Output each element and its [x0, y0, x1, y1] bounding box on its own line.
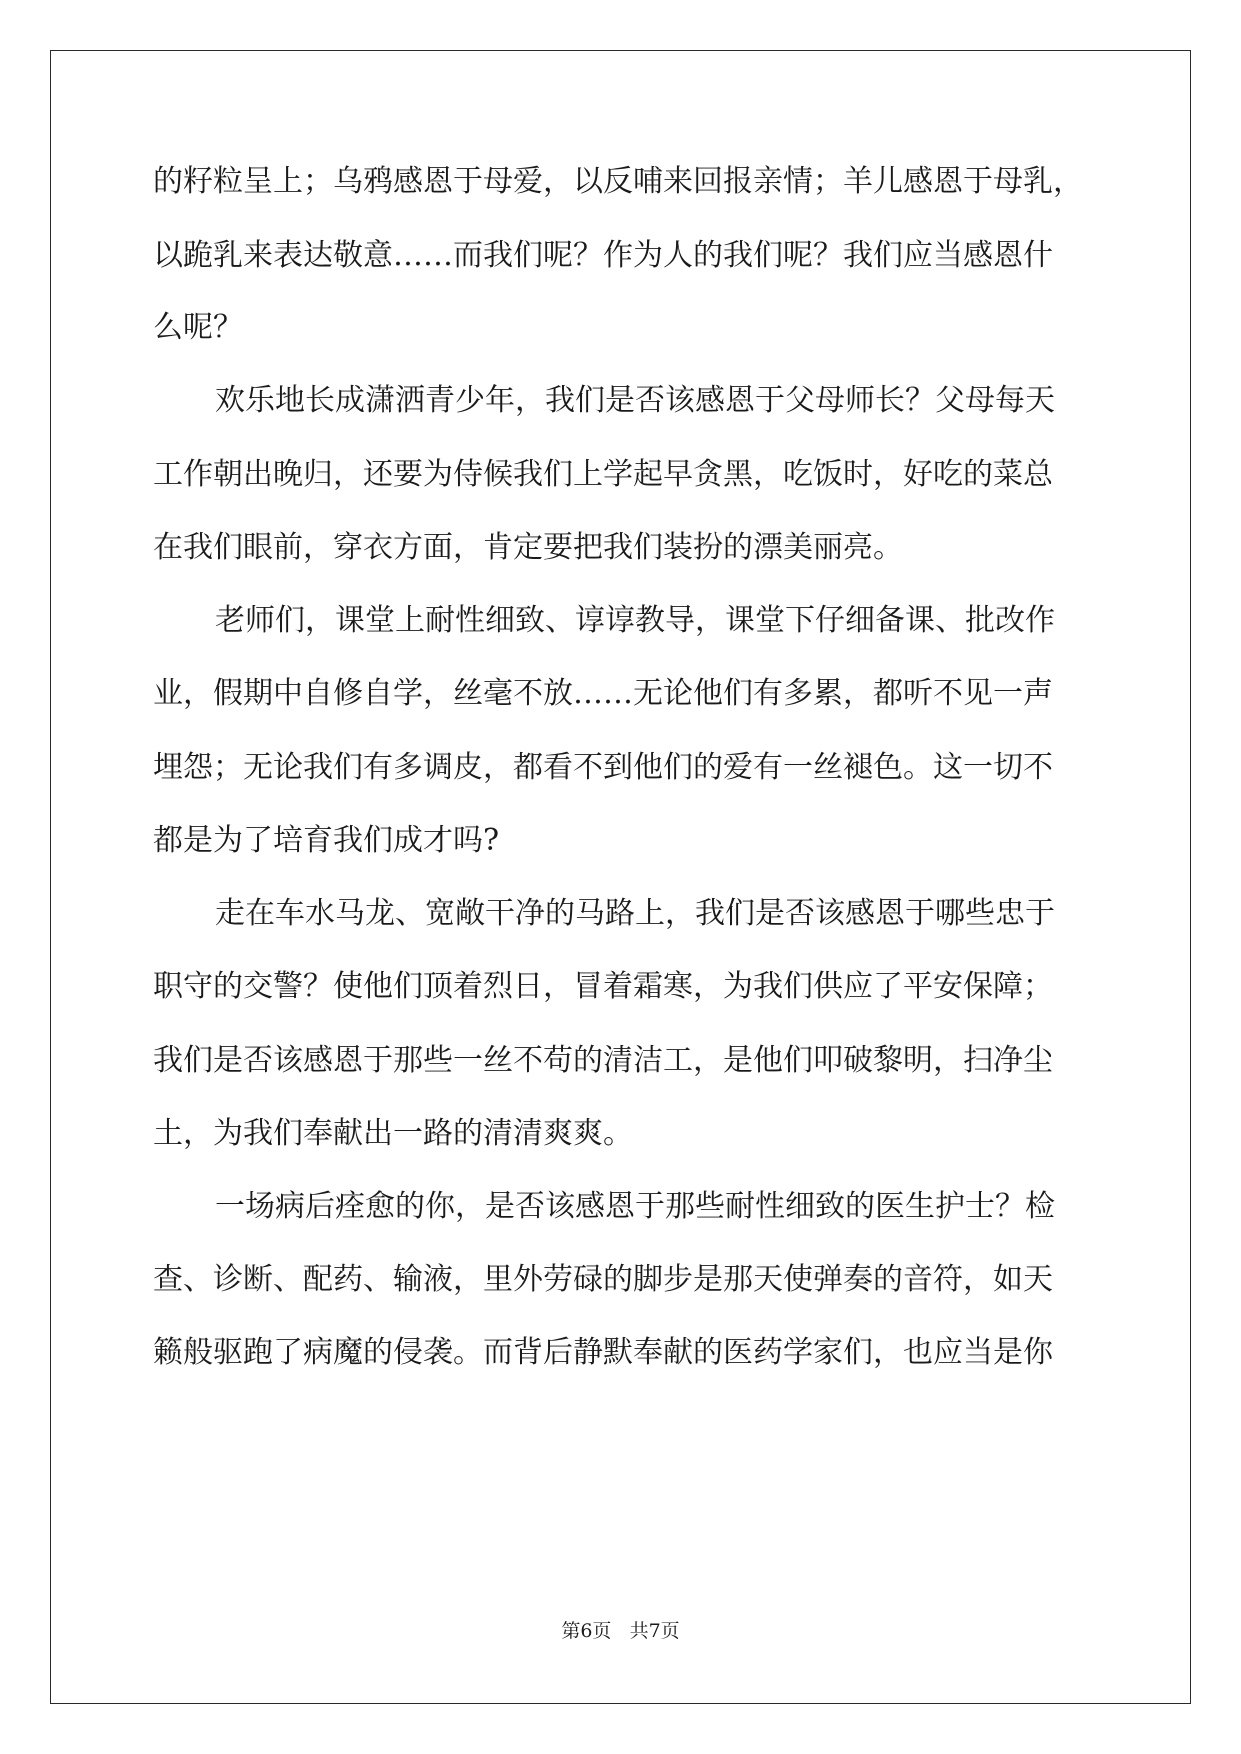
paragraph-first-line: 老师们，课堂上耐性细致、谆谆教导，课堂下仔细备课、批改作 — [215, 603, 1055, 638]
text-line: 么呢？ — [153, 310, 243, 345]
text-line: 业，假期中自修自学，丝毫不放……无论他们有多累，都听不见一声 — [153, 676, 1053, 711]
text-line: 我们是否该感恩于那些一丝不苟的清洁工，是他们叩破黎明，扫净尘 — [153, 1043, 1053, 1078]
paragraph-first-line: 欢乐地长成潇洒青少年，我们是否该感恩于父母师长？父母每天 — [215, 383, 1055, 418]
paragraph-first-line: 走在车水马龙、宽敞干净的马路上，我们是否该感恩于哪些忠于 — [215, 896, 1055, 931]
page-border — [50, 50, 1191, 1704]
text-line: 埋怨；无论我们有多调皮，都看不到他们的爱有一丝褪色。这一切不 — [153, 750, 1053, 785]
page-total: 共7页 — [629, 1620, 680, 1642]
paragraph-first-line: 一场病后痊愈的你，是否该感恩于那些耐性细致的医生护士？检 — [215, 1189, 1055, 1224]
text-line: 工作朝出晚归，还要为侍候我们上学起早贪黑，吃饭时，好吃的菜总 — [153, 457, 1053, 492]
text-line: 在我们眼前，穿衣方面，肯定要把我们装扮的漂美丽亮。 — [153, 530, 903, 565]
text-line: 查、诊断、配药、输液，里外劳碌的脚步是那天使弹奏的音符，如天 — [153, 1262, 1053, 1297]
text-line: 都是为了培育我们成才吗? — [153, 823, 500, 858]
text-line: 籁般驱跑了病魔的侵袭。而背后静默奉献的医药学家们，也应当是你 — [153, 1335, 1053, 1370]
text-line: 土，为我们奉献出一路的清清爽爽。 — [153, 1116, 633, 1151]
page-number: 第6页 — [561, 1620, 612, 1642]
text-line: 的籽粒呈上；乌鸦感恩于母爱，以反哺来回报亲情；羊儿感恩于母乳， — [153, 164, 1083, 199]
text-line: 职守的交警？使他们顶着烈日，冒着霜寒，为我们供应了平安保障； — [153, 969, 1053, 1004]
text-line: 以跪乳来表达敬意……而我们呢？作为人的我们呢？我们应当感恩什 — [153, 238, 1053, 273]
page-footer — [0, 1616, 1241, 1643]
